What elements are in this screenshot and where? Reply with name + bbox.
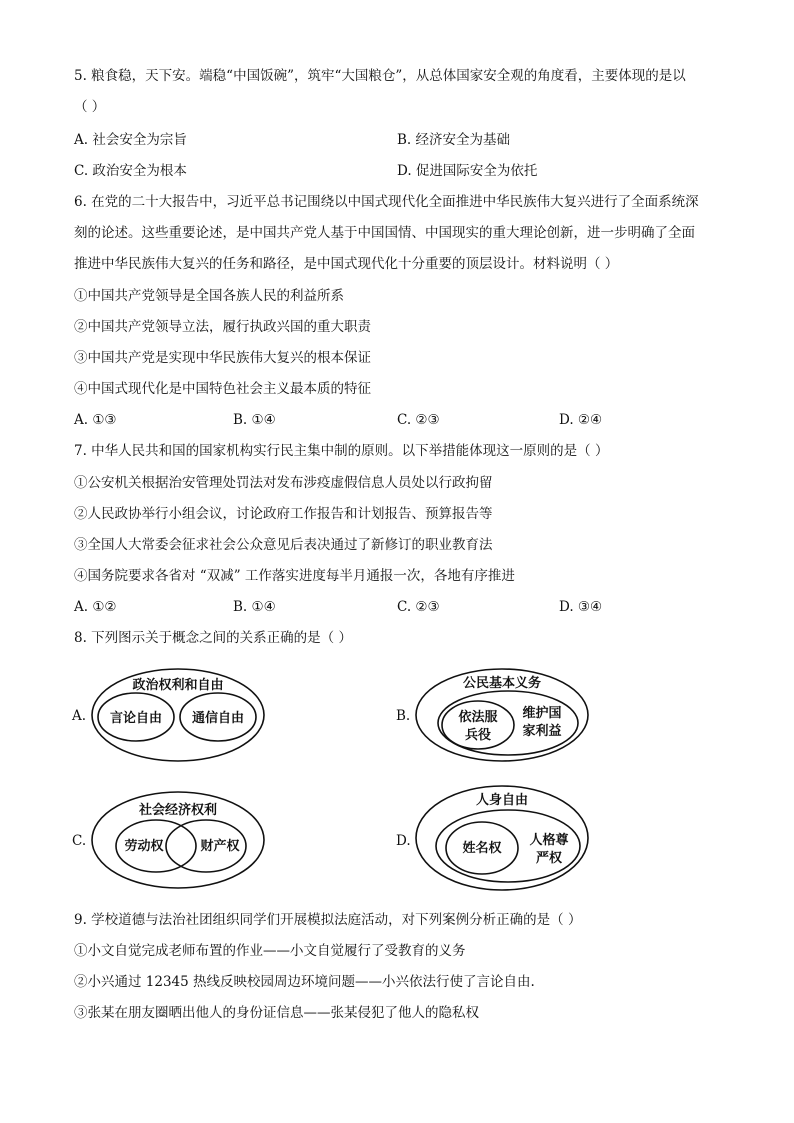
q8-d-middle-label-1: 人格尊 <box>529 833 569 848</box>
q8-diagram-c-letter: C. <box>72 833 87 849</box>
q8-d-inner-label: 姓名权 <box>462 841 502 856</box>
q7-option-a: A. ①② <box>74 599 117 615</box>
q8-a-left-label: 言论自由 <box>109 711 163 726</box>
q8-diagram-d-letter: D. <box>396 833 411 849</box>
q8-d-outer-label: 人身自由 <box>475 793 529 808</box>
q5-option-c: C. 政治安全为根本 <box>74 163 187 179</box>
q8-diagram-d <box>412 782 592 894</box>
q6-option-c: C. ②③ <box>397 412 440 428</box>
q6-item-3: ③中国共产党是实现中华民族伟大复兴的根本保证 <box>74 350 371 366</box>
q8-diagram-b-letter: B. <box>396 708 411 724</box>
q7-item-2: ②人民政协举行小组会议，讨论政府工作报告和计划报告、预算报告等 <box>74 506 493 522</box>
q6-stem-line2: 刻的论述。这些重要论述，是中国共产党人基于中国国情、中国现实的重大理论创新，进一步明确了全面 <box>74 225 695 241</box>
q7-item-3: ③全国人大常委会征求社会公众意见后表决通过了新修订的职业教育法 <box>74 537 493 553</box>
q7-option-d: D. ③④ <box>559 599 603 615</box>
q9-stem: 9. 学校道德与法治社团组织同学们开展模拟法庭活动，对下列案例分析正确的是（ ） <box>74 912 582 928</box>
q9-item-2: ②小兴通过 12345 热线反映校园周边环境问题——小兴依法行使了言论自由. <box>74 974 535 990</box>
q5-stem-line1: 5. 粮食稳，天下安。端稳“中国饭碗”，筑牢“大国粮仓”，从总体国家安全观的角度看，主要体现的是以 <box>74 68 686 84</box>
q7-item-1: ①公安机关根据治安管理处罚法对发布涉疫虚假信息人员处以行政拘留 <box>74 475 493 491</box>
q9-item-1: ①小文自觉完成老师布置的作业——小文自觉履行了受教育的义务 <box>74 943 466 959</box>
q7-item-4: ④国务院要求各省对 “双减” 工作落实进度每半月通报一次，各地有序推进 <box>74 568 515 584</box>
q9-item-3: ③张某在朋友圈晒出他人的身份证信息——张某侵犯了他人的隐私权 <box>74 1005 479 1021</box>
q8-diagram-b <box>412 665 592 765</box>
q6-stem-line1: 6. 在党的二十大报告中，习近平总书记围绕以中国式现代化全面推进中华民族伟大复兴进行了全面系统深 <box>74 194 699 210</box>
q8-c-right-label: 财产权 <box>200 839 240 854</box>
q8-diagram-c <box>88 788 268 892</box>
q5-option-d: D. 促进国际安全为依托 <box>397 163 538 179</box>
q8-b-outer-label: 公民基本义务 <box>462 676 542 691</box>
q8-a-outer-label: 政治权利和自由 <box>132 678 224 693</box>
q5-stem-line2: （ ） <box>74 99 106 115</box>
q8-b-middle-label-1: 维护国 <box>522 706 562 721</box>
q8-stem: 8. 下列图示关于概念之间的关系正确的是（ ） <box>74 630 352 646</box>
q6-option-a: A. ①③ <box>74 412 117 428</box>
q5-option-a: A. 社会安全为宗旨 <box>74 132 187 148</box>
q8-c-outer-label: 社会经济权利 <box>138 803 218 818</box>
q7-option-b: B. ①④ <box>233 599 276 615</box>
q6-item-2: ②中国共产党领导立法，履行执政兴国的重大职责 <box>74 319 371 335</box>
q7-stem: 7. 中华人民共和国的国家机构实行民主集中制的原则。以下举措能体现这一原则的是（ ） <box>74 443 609 459</box>
q8-b-inner-label-1: 依法服 <box>458 710 498 725</box>
q7-option-c: C. ②③ <box>397 599 440 615</box>
q8-b-inner-label-2: 兵役 <box>464 728 492 743</box>
q8-c-left-label: 劳动权 <box>124 839 164 854</box>
q6-option-d: D. ②④ <box>559 412 603 428</box>
q6-option-b: B. ①④ <box>233 412 276 428</box>
q6-item-4: ④中国式现代化是中国特色社会主义最本质的特征 <box>74 381 371 397</box>
q8-diagram-a-letter: A. <box>72 708 87 724</box>
q5-option-b: B. 经济安全为基础 <box>397 132 511 148</box>
q8-d-middle-label-2: 严权 <box>535 851 563 866</box>
q6-item-1: ①中国共产党领导是全国各族人民的利益所系 <box>74 288 344 304</box>
q8-b-middle-label-2: 家利益 <box>522 724 562 739</box>
q6-stem-line3: 推进中华民族伟大复兴的任务和路径，是中国式现代化十分重要的顶层设计。材料说明（ ） <box>74 256 619 272</box>
q8-a-right-label: 通信自由 <box>191 711 245 726</box>
q8-diagram-a <box>88 665 268 765</box>
